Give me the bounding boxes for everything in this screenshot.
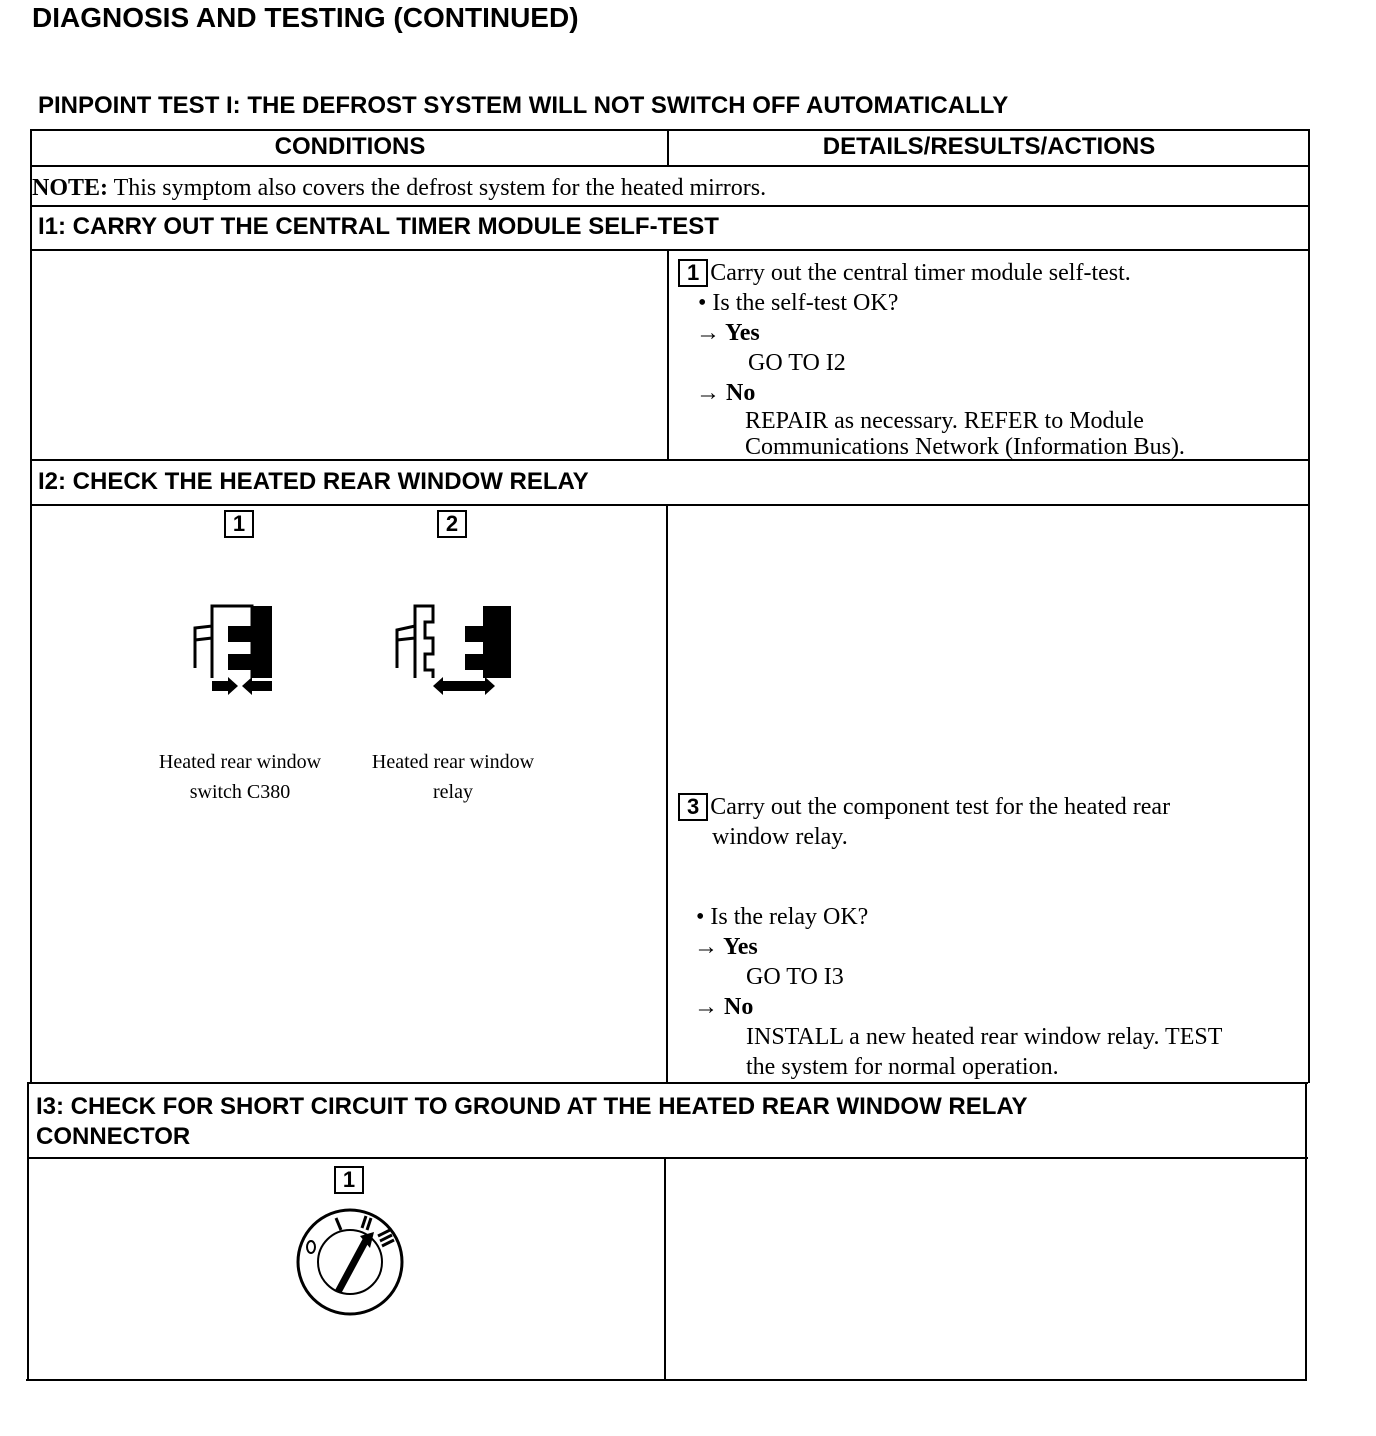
- yes-action: GO TO I3: [746, 964, 844, 990]
- figure-number: 2: [437, 510, 467, 538]
- i3-heading: [36, 1092, 1028, 1152]
- figure-number: 1: [224, 510, 254, 538]
- column-header-conditions: CONDITIONS: [274, 133, 426, 160]
- no-label: → No: [696, 380, 756, 406]
- switch-connector-icon: [140, 558, 340, 678]
- column-header-details: DETAILS/RESULTS/ACTIONS: [822, 133, 1156, 160]
- step-text: Carry out the central timer module self-test.: [710, 260, 1131, 286]
- push-together-arrows-icon: [140, 677, 340, 697]
- figure-number: 1: [334, 1166, 364, 1194]
- heading-line: I3: CHECK FOR SHORT CIRCUIT TO GROUND AT THE HEATED REAR WINDOW RELAY: [36, 1093, 1028, 1120]
- figure-caption: relay: [433, 781, 473, 803]
- step-number: 1: [678, 259, 708, 287]
- note: [32, 175, 766, 202]
- i2-details: [678, 792, 1222, 1082]
- no-action-line2: the system for normal operation.: [746, 1054, 1059, 1080]
- relay-connector-icon: [353, 558, 553, 678]
- page-title: DIAGNOSIS AND TESTING (CONTINUED): [32, 2, 579, 33]
- figure-switch: [140, 510, 340, 807]
- test-title: PINPOINT TEST I: THE DEFROST SYSTEM WILL NOT SWITCH OFF AUTOMATICALLY: [38, 92, 1009, 119]
- pull-apart-arrows-icon: [353, 677, 553, 697]
- question: • Is the self-test OK?: [698, 290, 899, 316]
- step-number: 3: [678, 793, 708, 821]
- i2-heading: I2: CHECK THE HEATED REAR WINDOW RELAY: [38, 468, 589, 495]
- figure-ignition: [290, 1166, 410, 1325]
- heading-line: CONNECTOR: [36, 1123, 191, 1150]
- yes-label: → Yes: [696, 320, 760, 346]
- figure-caption: switch C380: [189, 781, 291, 803]
- no-action-line2: Communications Network (Information Bus).: [745, 434, 1185, 460]
- note-text: This symptom also covers the defrost system for the heated mirrors.: [108, 175, 767, 201]
- note-label: NOTE:: [32, 175, 109, 201]
- step-text: window relay.: [712, 824, 848, 850]
- figure-caption: Heated rear window: [371, 751, 535, 773]
- figure-relay: [353, 510, 553, 807]
- step-text: Carry out the component test for the heated rear: [710, 794, 1171, 820]
- i1-details: [678, 258, 1185, 460]
- question: • Is the relay OK?: [696, 904, 869, 930]
- yes-label: → Yes: [694, 934, 758, 960]
- figure-caption: Heated rear window: [158, 751, 322, 773]
- i1-heading: I1: CARRY OUT THE CENTRAL TIMER MODULE SELF-TEST: [38, 213, 719, 240]
- no-action-line1: REPAIR as necessary. REFER to Module: [745, 408, 1144, 434]
- ignition-switch-icon: [290, 1200, 410, 1320]
- no-label: → No: [694, 994, 754, 1020]
- no-action-line1: INSTALL a new heated rear window relay. TEST: [746, 1024, 1223, 1050]
- yes-action: GO TO I2: [748, 350, 846, 376]
